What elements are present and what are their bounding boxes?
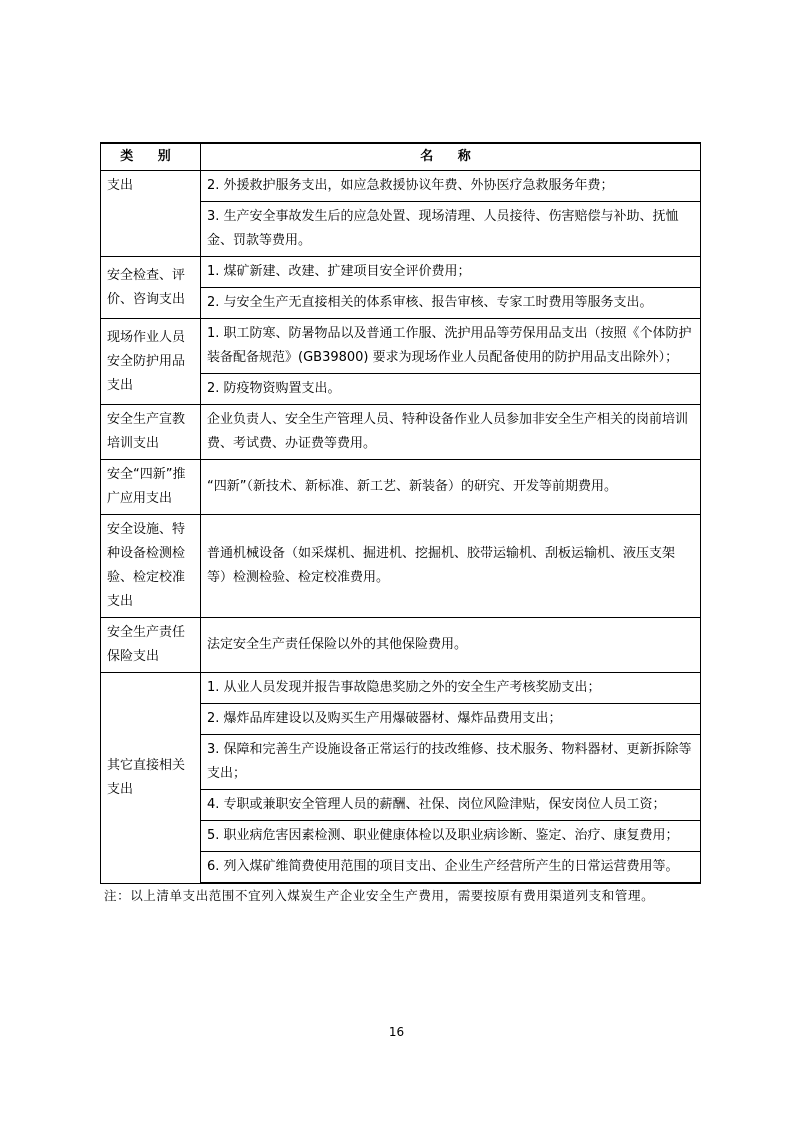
- table-header-row: [101, 143, 701, 171]
- item-cell: 5. 职业病危害因素检测、职业健康体检以及职业病诊断、鉴定、治疗、康复费用；: [201, 821, 701, 852]
- item-cell: 1. 职工防寒、防暑物品以及普通工作服、洗护用品等劳保用品支出（按照《个体防护装备配备规范》(GB39800) 要求为现场作业人员配备使用的防护用品支出除外）；: [201, 319, 701, 374]
- category-cell: 安全设施、特种设备检测检验、检定校准支出: [101, 515, 201, 618]
- item-cell: 企业负责人、安全生产管理人员、特种设备作业人员参加非安全生产相关的岗前培训费、考试费、办证费等费用。: [201, 405, 701, 460]
- table-row: [101, 460, 701, 515]
- page-number: 16: [388, 1025, 405, 1039]
- table-row: [101, 257, 701, 288]
- table-row: [101, 673, 701, 704]
- item-cell: 法定安全生产责任保险以外的其他保险费用。: [201, 618, 701, 673]
- item-cell: 2. 与安全生产无直接相关的体系审核、报告审核、专家工时费用等服务支出。: [201, 288, 701, 319]
- item-cell: 2. 防疫物资购置支出。: [201, 374, 701, 405]
- expense-table: [100, 142, 701, 884]
- table-row: [101, 319, 701, 374]
- footnote: 注：以上清单支出范围不宜列入煤炭生产企业安全生产费用，需要按原有费用渠道列支和管理。: [104, 888, 655, 903]
- item-cell: 1. 煤矿新建、改建、扩建项目安全评价费用；: [201, 257, 701, 288]
- header-category: 类 别: [101, 143, 201, 171]
- item-cell: 1. 从业人员发现并报告事故隐患奖励之外的安全生产考核奖励支出；: [201, 673, 701, 704]
- table-row: [101, 405, 701, 460]
- category-cell: 其它直接相关支出: [101, 673, 201, 884]
- category-cell: 安全检查、评价、咨询支出: [101, 257, 201, 319]
- item-cell: 2. 外援救护服务支出，如应急救援协议年费、外协医疗急救服务年费；: [201, 171, 701, 202]
- category-cell: 现场作业人员安全防护用品支出: [101, 319, 201, 405]
- category-cell: 安全生产责任保险支出: [101, 618, 201, 673]
- table-row: [101, 515, 701, 618]
- category-cell: 支出: [101, 171, 201, 257]
- category-cell: 安全生产宣教培训支出: [101, 405, 201, 460]
- table-row: [101, 171, 701, 202]
- item-cell: 3. 保障和完善生产设施设备正常运行的技改维修、技术服务、物料器材、更新拆除等支出；: [201, 735, 701, 790]
- item-cell: 6. 列入煤矿维简费使用范围的项目支出、企业生产经营所产生的日常运营费用等。: [201, 852, 701, 884]
- header-name: 名 称: [201, 143, 701, 171]
- category-cell: 安全“四新”推广应用支出: [101, 460, 201, 515]
- item-cell: “四新”（新技术、新标准、新工艺、新装备）的研究、开发等前期费用。: [201, 460, 701, 515]
- item-cell: 2. 爆炸品库建设以及购买生产用爆破器材、爆炸品费用支出；: [201, 704, 701, 735]
- item-cell: 3. 生产安全事故发生后的应急处置、现场清理、人员接待、伤害赔偿与补助、抚恤金、罚款等费用。: [201, 202, 701, 257]
- item-cell: 4. 专职或兼职安全管理人员的薪酬、社保、岗位风险津贴，保安岗位人员工资；: [201, 790, 701, 821]
- table-row: [101, 618, 701, 673]
- item-cell: 普通机械设备（如采煤机、掘进机、挖掘机、胶带运输机、刮板运输机、液压支架等）检测检验、检定校准费用。: [201, 515, 701, 618]
